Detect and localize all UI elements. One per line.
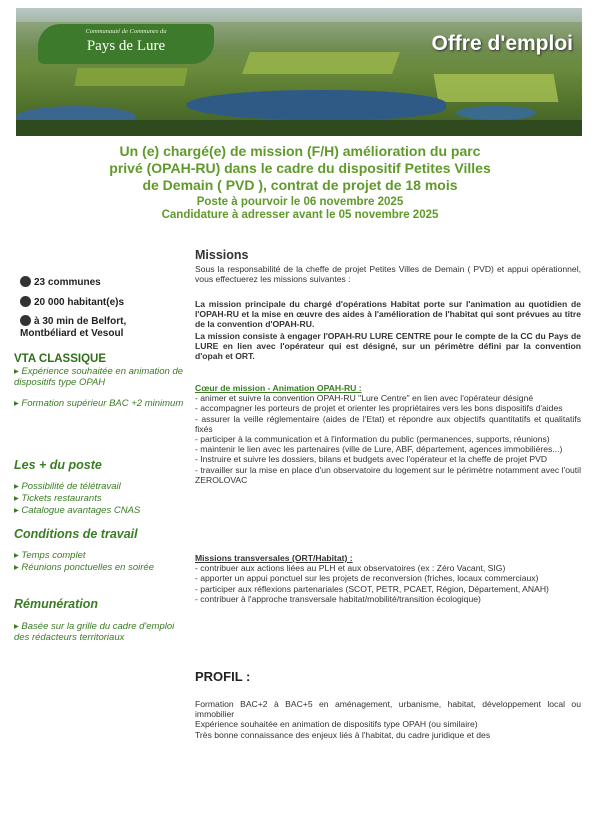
plus-heading: Les + du poste bbox=[14, 458, 102, 472]
plus-item-1: ▸ Possibilité de télétravail bbox=[14, 481, 121, 492]
coeur-item: - Instruire et suivre les dossiers, bilans et budgets avec l'opérateur et la cheffe de projet PVD bbox=[195, 454, 548, 465]
profil-item: Expérience souhaitée en animation de dispositifs type OPAH (ou similaire) bbox=[195, 719, 478, 730]
logo-title: Pays de Lure bbox=[86, 38, 166, 54]
profil-heading: PROFIL : bbox=[195, 669, 251, 684]
transversales-heading: Missions transversales (ORT/Habitat) : bbox=[195, 553, 353, 563]
profil-block bbox=[195, 699, 581, 740]
coeur-item: - animer et suivre la convention OPAH-RU "Lure Centre" en lien avec l'opérateur désigné bbox=[195, 393, 534, 404]
title-line-2: privé (OPAH-RU) dans le cadre du dispositif Petites Villes bbox=[109, 160, 491, 176]
stat-distance-line1: à 30 min de Belfort, bbox=[34, 316, 127, 327]
plus-item-3: ▸ Catalogue avantages CNAS bbox=[14, 505, 141, 516]
stat-habitants-text: 20 000 habitant(e)s bbox=[34, 297, 125, 308]
coeur-item: - participer à la communication et à l'information du public (permanences, supports, réunions) bbox=[195, 434, 550, 445]
vta-item-2: ▸ Formation supérieur BAC +2 minimum bbox=[14, 398, 184, 409]
stat-communes bbox=[20, 276, 101, 289]
plus-item-2: ▸ Tickets restaurants bbox=[14, 493, 102, 504]
people-icon bbox=[20, 296, 31, 307]
clock-icon bbox=[20, 315, 31, 326]
conditions-item-2: ▸ Réunions ponctuelles en soirée bbox=[14, 562, 154, 573]
remuneration-item-1: ▸ Basée sur la grille du cadre d'emploi des rédacteurs territoriaux bbox=[14, 621, 175, 643]
coeur-item: - assurer la veille réglementaire (aides de l'Etat) et répondre aux objectifs quantitatifs et qualitatifs fixés bbox=[195, 413, 581, 434]
conditions-item-1: ▸ Temps complet bbox=[14, 550, 86, 561]
transv-item: - participer aux réflexions partenariales (SCOT, PETR, PCAET, Région, Département, ANAH) bbox=[195, 583, 549, 594]
missions-principal: La mission principale du chargé d'opérations Habitat porte sur l'animation au quotidien de l'OPAH-RU et la mise en œuvre des aides à l'amélioration de l'habitat qui sont prévues au titre de la convention d'OPAH-RU. bbox=[195, 299, 581, 330]
coeur-mission-block bbox=[195, 383, 581, 485]
coeur-mission-heading: Cœur de mission - Animation OPAH-RU : bbox=[195, 383, 362, 393]
stat-distance bbox=[20, 315, 126, 340]
missions-heading: Missions bbox=[195, 248, 249, 262]
poste-date: Poste à pourvoir le 06 novembre 2025 bbox=[196, 196, 404, 208]
title-line-3: de Demain ( PVD ), contrat de projet de 18 mois bbox=[142, 177, 458, 193]
transv-item: - apporter un appui ponctuel sur les projets de reconversion (friches, locaux commerciaux) bbox=[195, 573, 539, 584]
candidature-date: Candidature à adresser avant le 05 novembre 2025 bbox=[161, 209, 439, 221]
profil-item: Formation BAC+2 à BAC+5 en aménagement, urbanisme, habitat, développement local ou immobilier bbox=[195, 699, 581, 720]
coeur-item: - travailler sur la mise en place d'un observatoire du logement sur le périmètre notamment avec l'outil ZEROLOVAC bbox=[195, 464, 581, 485]
stat-distance-line2: Montbéliard et Vesoul bbox=[20, 328, 124, 339]
conditions-heading: Conditions de travail bbox=[14, 527, 138, 541]
stat-habitants bbox=[20, 296, 124, 309]
transversales-block bbox=[195, 553, 581, 604]
transv-item: - contribuer à l'approche transversale habitat/mobilité/transition écologique) bbox=[195, 593, 481, 604]
offer-heading: Offre d'emploi bbox=[431, 32, 573, 55]
title-line-1: Un (e) chargé(e) de mission (F/H) amélioration du parc bbox=[119, 143, 481, 159]
profil-item: Très bonne connaissance des enjeux liés à l'habitat, du cadre juridique et des bbox=[195, 729, 491, 740]
job-title bbox=[60, 143, 540, 194]
transv-item: - contribuer aux actions liées au PLH et aux observatoires (ex : Zéro Vacant, SIG) bbox=[195, 563, 506, 574]
remuneration-heading: Rémunération bbox=[14, 597, 99, 611]
stat-communes-text: 23 communes bbox=[34, 277, 101, 288]
vta-heading: VTA CLASSIQUE bbox=[14, 353, 107, 365]
logo-subtitle: Communauté de Communes du bbox=[85, 28, 167, 35]
coeur-item: - accompagner les porteurs de projet et orienter les propriétaires vers les bons dispositifs d'aides bbox=[195, 403, 563, 414]
map-pin-icon bbox=[20, 276, 31, 287]
missions-intro: Sous la responsabilité de la cheffe de projet Petites Villes de Demain ( PVD) et appui opérationnel, vous effectuerez les missions suivantes : bbox=[195, 264, 581, 285]
missions-engager: La mission consiste à engager l'OPAH-RU LURE CENTRE pour le compte de la CC du Pays de LURE en lien avec l'opérateur qui est désigné, sur un périmètre défini par la convention d'opah et ORT. bbox=[195, 331, 581, 362]
coeur-item: - maintenir le lien avec les partenaires (ville de Lure, ABF, département, agences immobilières...) bbox=[195, 444, 563, 455]
pays-de-lure-logo bbox=[38, 24, 214, 64]
vta-item-1: ▸ Expérience souhaitée en animation de dispositifs type OPAH bbox=[14, 366, 184, 388]
